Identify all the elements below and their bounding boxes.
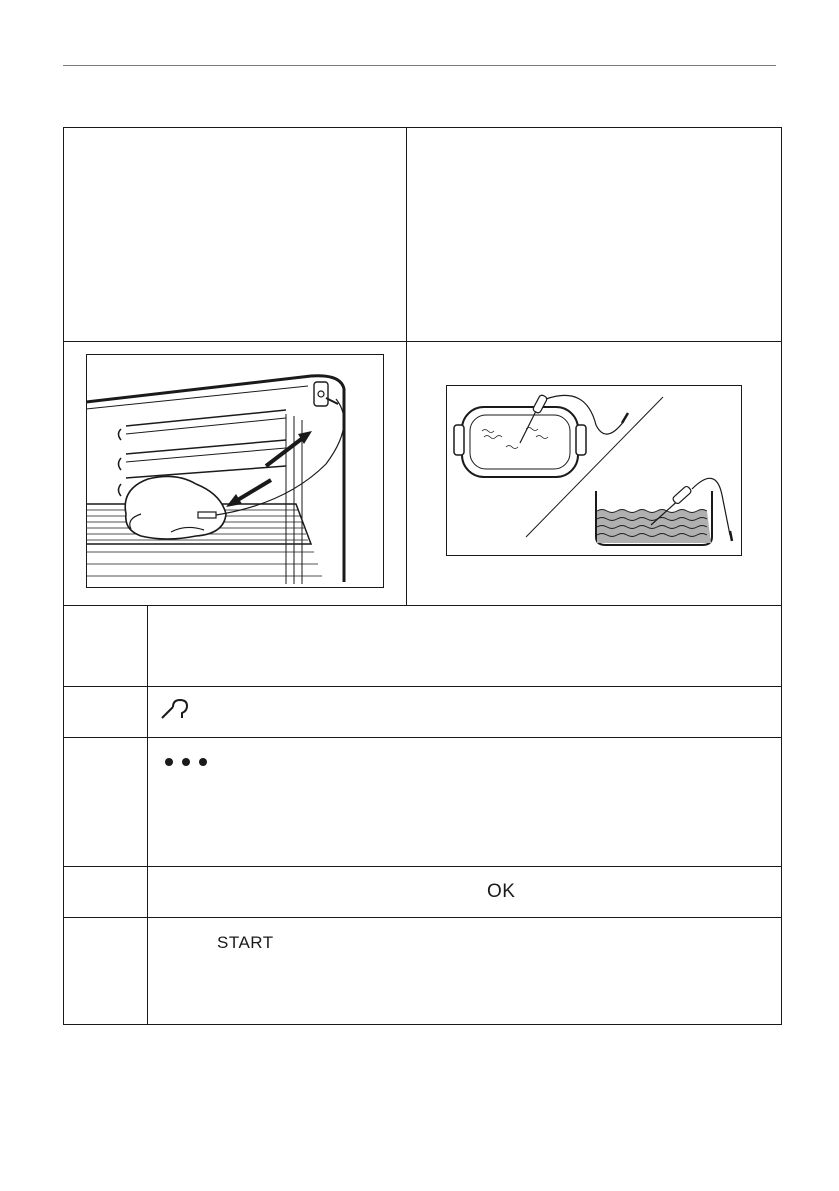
start-key-label: START: [217, 933, 274, 952]
header-rule: [63, 65, 776, 66]
table-divider-step-2: [63, 737, 782, 738]
food-sensor-icon: [160, 698, 190, 720]
oven-probe-illustration: [86, 354, 384, 588]
ok-key-label: OK: [487, 881, 516, 902]
table-divider-vertical-steps: [147, 605, 148, 1025]
table-divider-row-1: [63, 341, 782, 342]
table-divider-row-2: [63, 605, 782, 606]
table-divider-step-1: [63, 686, 782, 687]
table-divider-step-4: [63, 917, 782, 918]
casserole-probe-illustration: [446, 385, 742, 556]
table-divider-step-3: [63, 866, 782, 867]
three-dots-icon: [162, 756, 212, 768]
table-divider-vertical-top: [406, 127, 407, 605]
